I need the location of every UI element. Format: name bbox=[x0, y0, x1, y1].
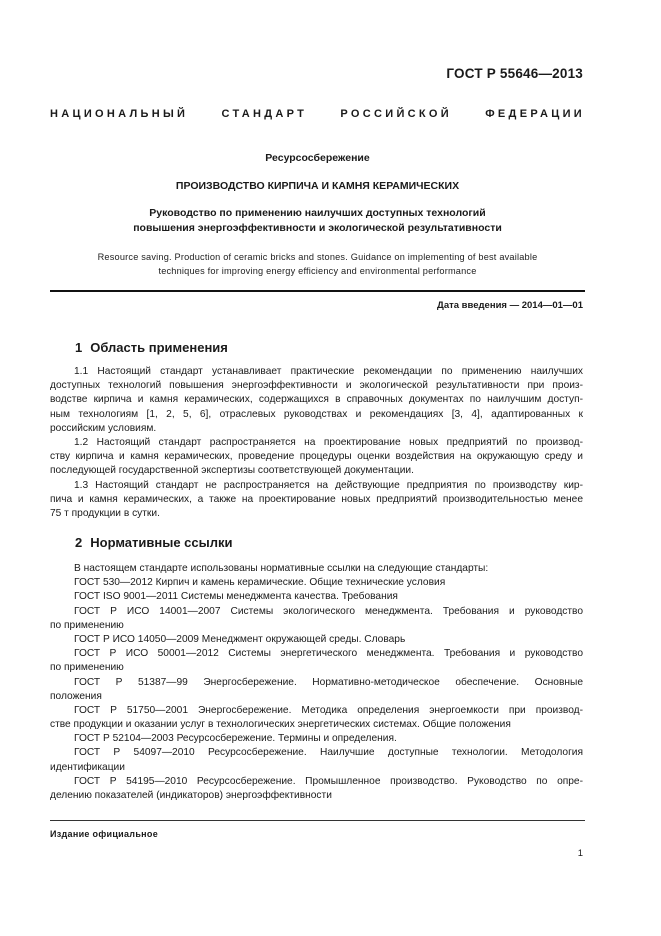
text-line: В настоящем стандарте использованы нормативные ссылки на следующие стандарты: bbox=[74, 563, 489, 574]
reference-line: делению показателей (индикаторов) энергоэффективности bbox=[50, 790, 332, 801]
text-line: российским условиям. bbox=[50, 422, 157, 434]
section-title: Область применения bbox=[90, 340, 228, 355]
reference-line: ГОСТ Р ИСО 14001—2007 Системы экологического менеджмента. Требования и руководство bbox=[74, 605, 583, 617]
reference-line: по применению bbox=[50, 662, 124, 674]
reference-line: положения bbox=[50, 690, 102, 702]
national-standard-header: НАЦИОНАЛЬНЫЙ СТАНДАРТ РОССИЙСКОЙ ФЕДЕРАЦИИ bbox=[50, 108, 585, 120]
text-line: ным технологиям [1, 2, 5, 6], отраслевых руководствах и рекомендациях [3, 4], адаптированных к bbox=[50, 408, 583, 420]
reference-line: ГОСТ Р 51750—2001 Энергосбережение. Методика определения энергоемкости при производ- bbox=[74, 704, 583, 716]
reference-line: ГОСТ ISO 9001—2011 Системы менеджмента качества. Требования bbox=[74, 591, 398, 603]
reference-line: ГОСТ Р 54195—2010 Ресурсосбережение. Промышленное производство. Руководство по опре- bbox=[74, 775, 583, 787]
reference-line: стве продукции и оказании услуг в технологических энергетических системах. Общие положения bbox=[50, 719, 511, 731]
section-1-heading bbox=[75, 340, 228, 355]
text-line: доступных технологий повышения энергоэффективности и экологической результативности при произ- bbox=[50, 380, 583, 392]
section-2-body bbox=[50, 562, 583, 803]
date-of-introduction: Дата введения — 2014—01—01 bbox=[437, 300, 583, 311]
text-line: последующей государственной экспертизы соответствующей документации. bbox=[50, 465, 414, 477]
official-edition-label: Издание официальное bbox=[50, 829, 159, 839]
gost-number: ГОСТ Р 55646—2013 bbox=[446, 66, 583, 81]
english-title-line: techniques for improving energy efficiency and environmental performance bbox=[158, 266, 477, 276]
subtitle bbox=[50, 206, 585, 236]
section-number: 1 bbox=[75, 340, 83, 355]
section-1-body bbox=[50, 365, 583, 521]
title-resource: Ресурсосбережение bbox=[265, 152, 370, 164]
english-title bbox=[50, 250, 585, 278]
text-line: 1.1 Настоящий стандарт устанавливает практические рекомендации по применению наилучших bbox=[74, 366, 583, 377]
text-line: ству кирпича и камня керамических, проведение процедуры оценки воздействия на окружающую среду и bbox=[50, 451, 583, 463]
header-divider bbox=[50, 290, 585, 292]
section-title: Нормативные ссылки bbox=[90, 535, 233, 550]
reference-line: ГОСТ Р 54097—2010 Ресурсосбережение. Наилучшие доступные технологии. Методология bbox=[74, 747, 583, 759]
text-line: 1.3 Настоящий стандарт не распространяется на действующие предприятия по производству кир- bbox=[74, 479, 583, 491]
english-title-line: Resource saving. Production of ceramic bricks and stones. Guidance on implementing of best available bbox=[97, 252, 538, 262]
text-line: 75 т продукции в сутки. bbox=[50, 507, 160, 519]
reference-line: по применению bbox=[50, 619, 124, 631]
section-number: 2 bbox=[75, 535, 83, 550]
reference-line: ГОСТ Р 51387—99 Энергосбережение. Нормативно-методическое обеспечение. Основные bbox=[74, 676, 583, 688]
text-line: водстве кирпича и камня керамических, содержащихся в справочных документах по наилучшим доступ- bbox=[50, 394, 583, 406]
reference-line: идентификации bbox=[50, 761, 125, 773]
reference-line: ГОСТ 530—2012 Кирпич и камень керамические. Общие технические условия bbox=[74, 577, 446, 589]
subtitle-line: повышения энергоэффективности и экологической результативности bbox=[133, 222, 502, 234]
section-2-heading bbox=[75, 535, 232, 550]
subtitle-line: Руководство по применению наилучших доступных технологий bbox=[149, 207, 486, 219]
reference-line: ГОСТ Р ИСО 14050—2009 Менеджмент окружающей среды. Словарь bbox=[74, 633, 406, 645]
title-main: ПРОИЗВОДСТВО КИРПИЧА И КАМНЯ КЕРАМИЧЕСКИХ bbox=[175, 180, 460, 192]
reference-line: ГОСТ Р 52104—2003 Ресурсосбережение. Термины и определения. bbox=[74, 733, 397, 745]
text-line: пича и камня керамических, а также на проектирование новых предприятий производительностью менее bbox=[50, 493, 583, 505]
reference-line: ГОСТ Р ИСО 50001—2012 Системы энергетического менеджмента. Требования и руководство bbox=[74, 648, 583, 660]
text-line: 1.2 Настоящий стандарт распространяется на проектирование новых предприятий по производ- bbox=[74, 436, 583, 448]
page-number: 1 bbox=[577, 848, 583, 859]
footer-divider bbox=[50, 820, 585, 821]
